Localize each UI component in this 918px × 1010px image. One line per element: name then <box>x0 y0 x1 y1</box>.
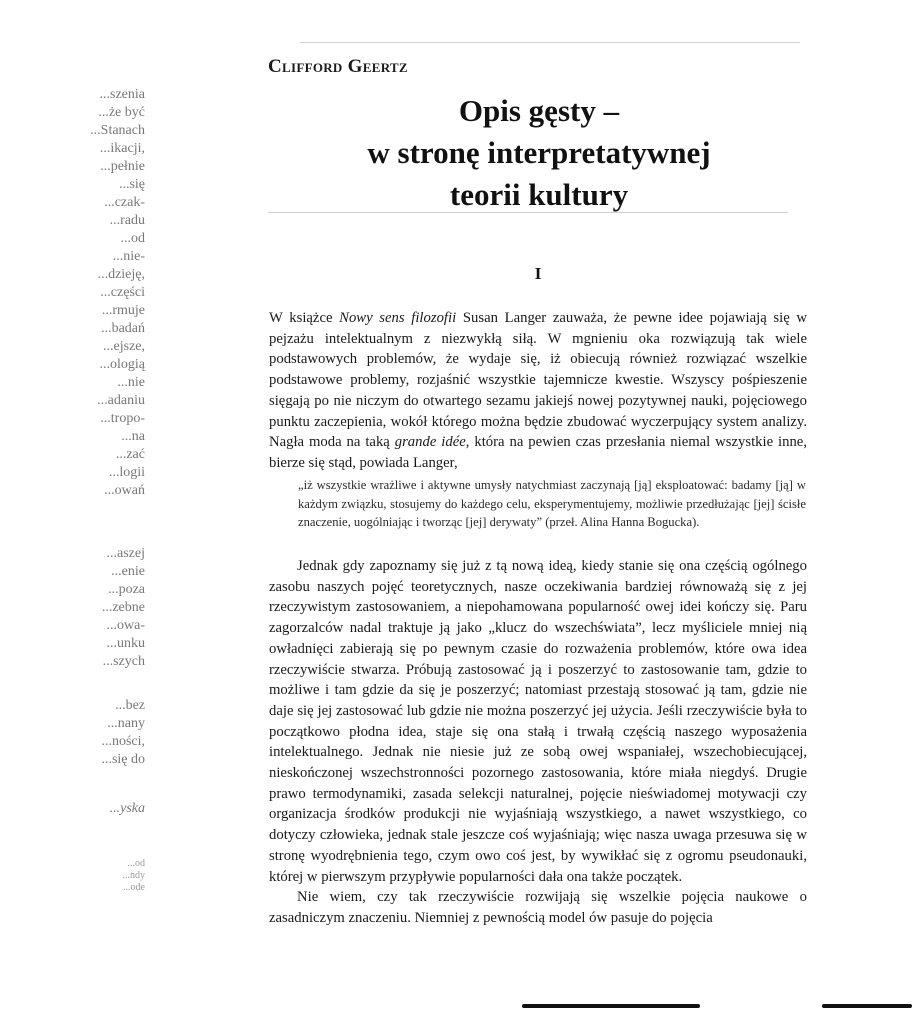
block-quote: „iż wszystkie wrażliwe i aktywne umysły natychmiast zaczynają [ją] eksploatować: badamy [ją] w każdym związku, stosujemy do każdego celu, eksperymentujemy, możliwie przedłużając [jej] ścisłe znaczenie, uogólniając i tworząc [jej] derywaty” (przeł. Alina Hanna Bogucka). <box>298 478 806 530</box>
facing-page-bleed-top <box>55 86 145 500</box>
bleed-line: ...bez <box>115 698 145 713</box>
bleed-line: ...radu <box>109 213 145 228</box>
bleed-line: ...Stanach <box>90 123 145 138</box>
bleed-line: ...ologią <box>99 357 145 372</box>
page-bottom-rule-right <box>822 1004 912 1008</box>
bleed-line: ...owań <box>104 483 145 498</box>
bleed-line: ...ejsze, <box>103 339 145 354</box>
bleed-line: ...się do <box>101 752 145 767</box>
bleed-line: ...się <box>118 177 145 192</box>
bleed-line: ...enie <box>111 564 145 579</box>
bleed-line: ...na <box>121 429 145 444</box>
bleed-line: ...zebne <box>101 600 145 615</box>
article-title <box>300 90 778 216</box>
paragraph-group-main <box>269 556 807 929</box>
bleed-line: ...badań <box>101 321 145 336</box>
facing-page-bleed-lower <box>55 697 145 769</box>
bleed-line: ...nany <box>107 716 145 731</box>
bleed-line: ...nie- <box>112 249 145 264</box>
bleed-line: ...adaniu <box>97 393 145 408</box>
bleed-line: ...pełnie <box>100 159 145 174</box>
page-bottom-rule <box>522 1004 700 1008</box>
bleed-line: ...unku <box>106 636 145 651</box>
bleed-line: ...szenia <box>99 87 145 102</box>
facing-page-bleed-middle <box>55 545 145 671</box>
bleed-line: ...ndy <box>122 870 145 881</box>
bleed-line: ...szych <box>102 654 145 669</box>
facing-page-bleed-footer <box>55 858 145 894</box>
book-title: Nowy sens filozofii <box>339 310 457 326</box>
bleed-line: ...ności, <box>101 734 145 749</box>
paragraph-1-text-a: W książce <box>269 310 340 326</box>
title-line-3: teorii kultury <box>449 177 629 212</box>
paragraph-1-text-b: Susan Langer zauważa, że pewne idee pojawiają się w pejzażu intelektualnym z niezwykłą siłą. W mgnieniu oka rozwiązują tak wiele podstawowych problemów, że wydaje się, iż obiecują również rozwiązać wszelkie podstawowe problemy, rozjaśnić wszystkie tajemnicze kwestie. Wszyscy pośpieszenie sięgają po nie niczym do otwartego sezamu jakiejś nowej pozytywnej nauki, pojęciowego punktu zaczepienia, wokół którego można będzie zbudować wyczerpujący system analizy. Nagła moda na taką <box>269 310 807 451</box>
bleed-line: ...rmuje <box>101 303 145 318</box>
bleed-line: ...ikacji, <box>99 141 145 156</box>
paragraph-2: Jednak gdy zapoznamy się już z tą nową ideą, kiedy stanie się ona częścią ogólnego zasobu naszych pojęć teoretycznych, nasze oczekiwania bardziej równoważą się z jej rzeczywistym zastosowaniem, a niepohamowana popularność owej idei kończy się. Paru zagorzalców nadal traktuje ją jako „klucz do wszechświata”, lecz myśliciele mniej nią owładnięci zabierają się po pewnym czasie do rozważenia problemów, które owa idea rzeczywiście stwarza. Próbują zastosować ją i poszerzyć to zastosowanie tam, gdzie to możliwe i tam gdzie da się je poszerzyć; natomiast przestają stosować ją tam, gdzie nie daje się jej zastosować lub gdzie nie można poszerzyć jej użycia. Jeśli rzeczywiście była to początkowo płodna idea, staje się ona stałą i trwałą częścią naszego wyposażenia intelektualnego. Jednak nie niesie już ze sobą owej wspaniałej, wszechobiecującej, nieskończonej wszechstronności pozornego zastosowania, które miała niegdyś. Drugie prawo termodynamiki, zasada selekcji naturalnej, pojęcie nieświadomej motywacji czy organizacja środków produkcji nie wyjaśniają wszystkiego, a nawet wszystkiego, co dotyczy człowieka, jednak stale jeszcze coś wyjaśniają; więc nasza uwaga przesuwa się w stronę wyodrębnienia tego, czym owo coś jest, by wywikłać się z ogromu pseudonauki, której w pierwszym przypływie popularności dała ona także początek. <box>269 558 807 885</box>
bleed-line: ...logii <box>108 465 145 480</box>
bleed-line: ...ode <box>123 882 145 893</box>
bleed-line: ...części <box>100 285 145 300</box>
author-name: Clifford Geertz <box>268 56 408 77</box>
bleed-line: ...yska <box>109 801 145 816</box>
foreign-term: grande idée <box>394 434 466 451</box>
bleed-line: ...aszej <box>106 546 145 561</box>
bleed-line: ...od <box>120 231 145 246</box>
paragraph-1-text-c: , która na pewien czas przesłania niemal wszystkie inne, bierze się stąd, powiada Langer, <box>269 434 807 471</box>
title-line-1: Opis gęsty – <box>458 93 620 128</box>
bleed-line: ...poza <box>108 582 145 597</box>
bleed-line: ...tropo- <box>100 411 145 426</box>
bleed-line: ...zać <box>115 447 145 462</box>
bleed-line: ...że być <box>98 105 145 120</box>
paragraph-intro <box>269 308 807 474</box>
bleed-line: ...czak- <box>104 195 145 210</box>
bleed-line: ...dzieję, <box>97 267 145 282</box>
title-line-2: w stronę interpretatywnej <box>367 135 711 170</box>
facing-page-bleed-italic <box>55 800 145 818</box>
paragraph-3: Nie wiem, czy tak rzeczywiście rozwijają się wszelkie pojęcia naukowe o zasadniczym znaczeniu. Niemniej z pewnością model ów pasuje do pojęcia <box>269 889 807 926</box>
bleed-line: ...owa- <box>106 618 145 633</box>
bleed-line: ...nie <box>117 375 145 390</box>
bleed-line: ...od <box>127 858 145 869</box>
scan-artifact-line <box>300 42 800 43</box>
section-number: I <box>534 264 542 283</box>
